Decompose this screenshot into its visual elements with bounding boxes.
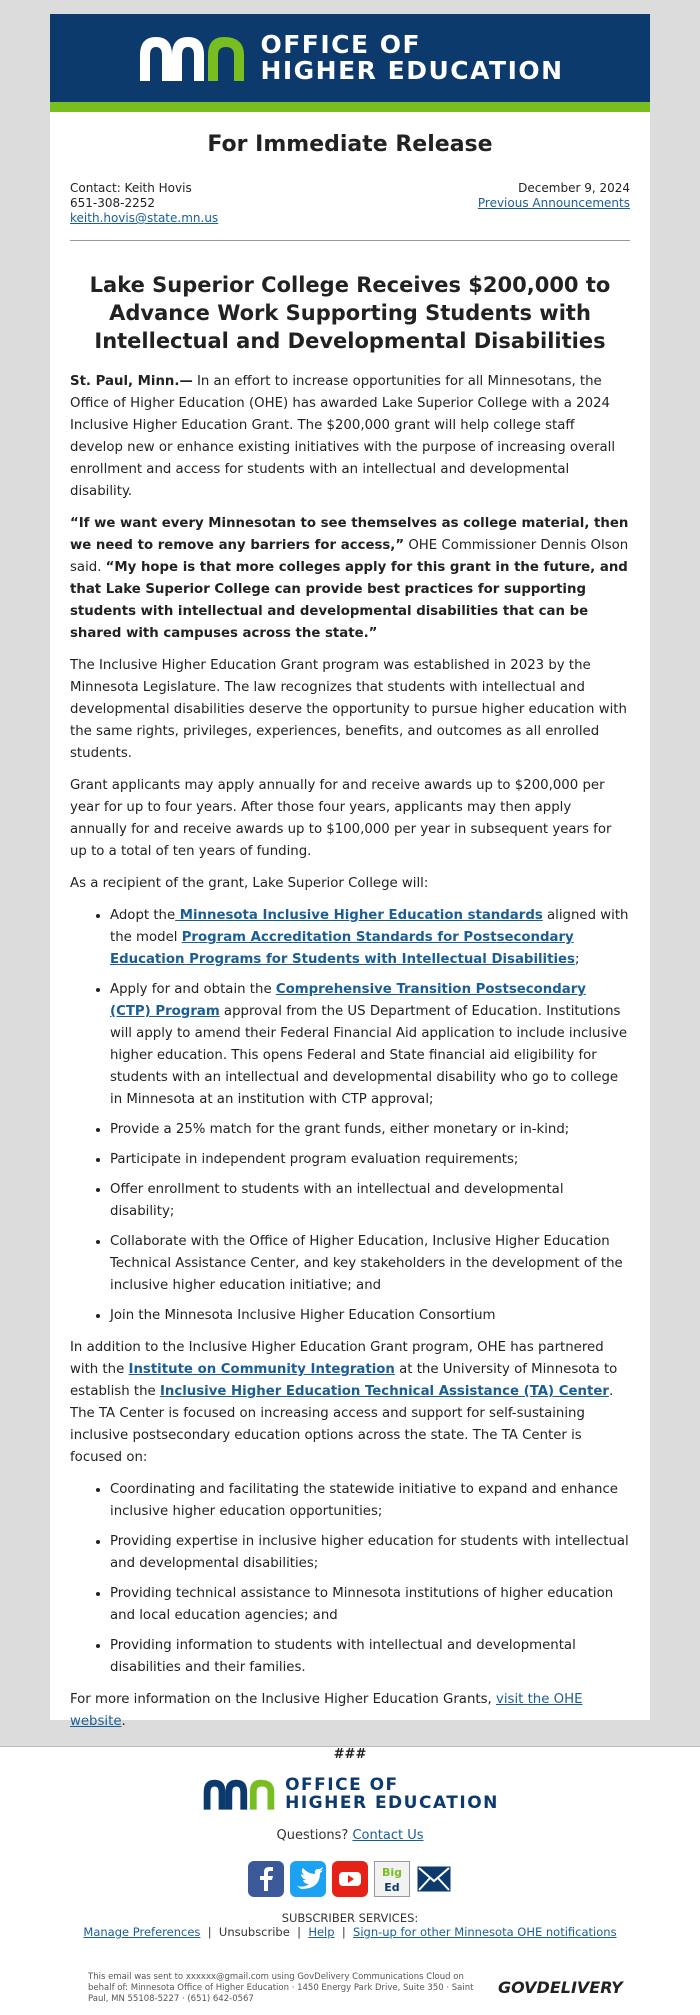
facebook-icon[interactable] [248,1861,284,1897]
ohe-website-link[interactable]: visit the OHE website [70,1692,583,1729]
ctp-program-link[interactable]: Comprehensive Transition Postsecondary (CTP) Program [110,982,586,1019]
header-banner [50,14,650,102]
recipient-list [70,905,630,1327]
quote-part-2: “My hope is that more colleges apply for this grant in the future, and that Lake Superior College can provide best practices for supporting students with intellectual and developmental disabilities that can be shared with campuses across the state.” [70,560,628,641]
headline: Lake Superior College Receives $200,000 to Advance Work Supporting Students with Intellectual and Developmental Disabilities [89,273,611,353]
list-text: Apply for and obtain the [110,982,276,997]
dateline: St. Paul, Minn.— [70,374,193,389]
paragraph-recipient: As a recipient of the grant, Lake Superior College will: [70,876,429,891]
contact-phone: 651-308-2252 [70,196,156,210]
list-item [110,905,630,971]
list-item: • Providing information to students with intellectual and developmental disabilities and their families. [110,1635,630,1679]
big-ed-blog-icon[interactable] [374,1861,410,1897]
para-text: For more information on the Inclusive Higher Education Grants, [70,1692,496,1707]
footer-logo [0,1776,700,1812]
list-item: • Collaborate with the Office of Higher Education, Inclusive Higher Education Technical Assistance Center, and key stakeholders in the development of the inclusive higher education initiative; and [110,1231,630,1297]
previous-announcements-link[interactable]: Previous Announcements [477,196,630,210]
social-icons [0,1861,700,1897]
para-text: . The TA Center is focused on increasing access and support for self-sustaining inclusive postsecondary education options across the state. The TA Center is focused on: [70,1384,614,1465]
govdelivery-logo: GOVDELIVERY [498,1978,623,1997]
brand-line-1: OFFICE OF [260,30,422,59]
separator: | [207,1925,212,1939]
footer-brand-line-1: OFFICE OF [285,1775,399,1795]
paragraph-awards: Grant applicants may apply annually for and receive awards up to $200,000 per year for up to four years. After those four years, applicants may then apply annually for and receive awards up to $100,000 per year in subsequent years for up to a total of ten years of funding. [70,778,612,859]
para-text: at the University of Minnesota to establish the [70,1362,618,1399]
unsubscribe-text[interactable]: Unsubscribe [218,1925,290,1939]
ici-link[interactable]: Institute on Community Integration [128,1362,395,1377]
list-item: • Coordinating and facilitating the statewide initiative to expand and enhance inclusive higher education opportunities; [110,1479,630,1523]
paragraph-quote [70,513,630,645]
footer [0,1746,700,2015]
list-item [110,979,630,1111]
subscriber-links [0,1925,700,1939]
legal-text: This email was sent to xxxxxx@gmail.com using GovDelivery Communications Cloud on behalf of: Minnesota Office of Higher Education · 1450 Energy Park Drive, Suite 350 · Saint Paul, MN 55108-5227 · (651) 642-0567 [88,1972,474,2004]
contact-left [70,181,218,226]
contact-block [70,181,630,226]
list-text: aligned with the model [110,908,629,945]
intro-text: In an effort to increase opportunities for all Minnesotans, the Office of Higher Education (OHE) has awarded Lake Superior College with a 2024 Inclusive Higher Education Grant. The $200,000 grant will help college staff develop new or enhance existing initiatives with the purpose of increasing overall enrollment and access for students with an intellectual and developmental disability. [70,374,616,499]
ta-center-link[interactable]: Inclusive Higher Education Technical Assistance (TA) Center [159,1384,609,1399]
brand-line-2: HIGHER EDUCATION [260,56,564,85]
subscriber-services [0,1911,700,1939]
contact-email-link[interactable]: keith.hovis@state.mn.us [70,211,219,225]
list-text: approval from the US Department of Education. Institutions will apply to amend their Federal Financial Aid application to include inclusive higher education. This opens Federal and State financial aid eligibility for students with an intellectual and developmental disability who go to college in Minnesota at an institution with CTP approval; [110,1004,628,1107]
questions-label: Questions? [276,1828,349,1843]
mn-logo-icon [136,33,248,83]
separator: | [297,1925,301,1939]
paragraph-intro [70,371,630,503]
list-item: • Offer enrollment to students with an intellectual and developmental disability; [110,1179,630,1223]
end-mark: ### [333,1747,367,1762]
release-title: For Immediate Release [207,132,493,157]
content [50,132,650,1762]
signup-link[interactable]: Sign-up for other Minnesota OHE notifications [353,1925,617,1939]
big-ed-line-1: Big [381,1866,403,1879]
email-card [50,14,650,1762]
paragraph-ta-center [70,1337,630,1469]
footer-brand [285,1776,499,1812]
para-text: . [121,1714,126,1729]
manage-preferences-link[interactable]: Manage Preferences [83,1925,201,1939]
list-item: • Join the Minnesota Inclusive Higher Education Consortium [110,1305,630,1327]
separator: | [341,1925,346,1939]
youtube-icon[interactable] [332,1861,368,1897]
divider [70,240,630,241]
list-item: • Providing technical assistance to Minnesota institutions of higher education and local education agencies; and [110,1583,630,1627]
mn-standards-link[interactable]: Minnesota Inclusive Higher Education standards [175,908,543,923]
subscriber-services-label: SUBSCRIBER SERVICES: [281,1911,419,1925]
email-icon[interactable] [416,1861,452,1897]
contact-us-link[interactable]: Contact Us [352,1828,424,1843]
paragraph-program: The Inclusive Higher Education Grant program was established in 2023 by the Minnesota Legislature. The law recognizes that students with intellectual and developmental disabilities deserve the opportunity to pursue higher education with the same rights, privileges, experiences, benefits, and outcomes as all enrolled students. [70,658,627,761]
list-text: Adopt the [110,908,176,923]
big-ed-line-2: Ed [384,1881,400,1894]
accreditation-standards-link[interactable]: Program Accreditation Standards for Postsecondary Education Programs for Students with Intellectual Disabilities [110,930,575,967]
contact-name: Contact: Keith Hovis [70,181,192,195]
list-item: • Provide a 25% match for the grant funds, either monetary or in-kind; [110,1119,630,1141]
list-text: ; [574,952,580,967]
mn-logo-icon [201,1777,277,1811]
header-brand [260,32,563,84]
list-item: • Participate in independent program evaluation requirements; [110,1149,630,1171]
release-date: December 9, 2024 [518,181,630,195]
para-text: In addition to the Inclusive Higher Education Grant program, OHE has partnered with the [70,1340,604,1377]
list-item: • Providing expertise in inclusive higher education for students with intellectual and developmental disabilities; [110,1531,630,1575]
contact-right [478,181,630,226]
quote-part-1: “If we want every Minnesotan to see themselves as college material, then we need to remove any barriers for access,” [70,516,629,553]
twitter-icon[interactable] [290,1861,326,1897]
paragraph-more-info [70,1689,630,1733]
quote-attribution: OHE Commissioner Dennis Olson said. [70,538,629,575]
green-accent-bar [50,102,650,112]
help-link[interactable]: Help [308,1925,335,1939]
ta-center-list [70,1479,630,1679]
questions-line [0,1828,700,1843]
footer-brand-line-2: HIGHER EDUCATION [285,1793,499,1813]
